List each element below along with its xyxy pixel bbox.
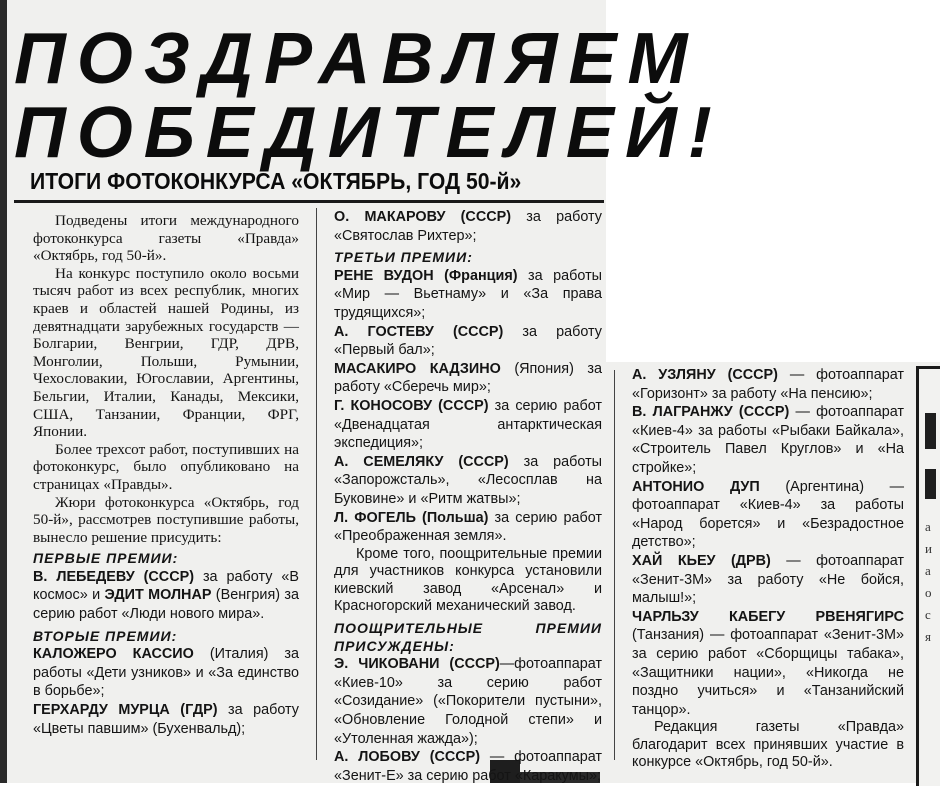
award-text: (Италия) за работы «Дети узников» и «За единство в борьбе»; xyxy=(33,646,300,700)
award-entry xyxy=(334,748,602,785)
winner-name: Г. КОНОСОВУ (СССР) xyxy=(334,397,489,414)
award-entry xyxy=(334,397,602,453)
award-entry xyxy=(334,360,602,397)
winner-name: А. ЛОБОВУ (СССР) xyxy=(334,749,481,766)
winner-name: А. УЗЛЯНУ (СССР) xyxy=(632,367,778,383)
award-text: — фотоаппарат «Зенит-Е» за серию работ «Каракумы»; xyxy=(334,749,602,784)
subheadline: ИТОГИ ФОТОКОНКУРСА «ОКТЯБРЬ, ГОД 50-й» xyxy=(30,168,522,194)
award-entry xyxy=(33,701,299,738)
article-column-1 xyxy=(33,212,299,738)
section-heading: ПООЩРИТЕЛЬНЫЕ ПРЕМИИ ПРИСУЖДЕНЫ: xyxy=(334,620,602,654)
section-heading: ПЕРВЫЕ ПРЕМИИ: xyxy=(33,550,179,567)
fragment-letter: о xyxy=(925,585,932,600)
closing-note: Редакция газеты «Правда» благодарит всех принявших участие в конкурсе «Октябрь, год 50-й». xyxy=(632,719,904,771)
winner-name: Л. ФОГЕЛЬ (Польша) xyxy=(334,509,489,526)
column-divider xyxy=(614,370,615,760)
award-entry xyxy=(33,568,299,624)
fragment-letter: с xyxy=(925,607,931,622)
paragraph: Более трехсот работ, поступивших на фотоконкурс, было опубликовано на страницах «Правды». xyxy=(33,440,299,493)
paragraph: На конкурс поступило около восьми тысяч работ из всех республик, многих краев и областей нашей Родины, из девятнадцати зарубежных государств — Болгарии, Венгрии, ГДР, ДРВ, Монголии, Польши, Румынии, Чехословакии, Югославии, Аргентины, Бельгии, Италии, Канады, Мексики, США, Танзании, Франции, ФРГ, Японии. xyxy=(33,264,299,441)
award-text: за работы «Запорожсталь», «Лесосплав на Буковине» и «Ритм жатвы»; xyxy=(334,453,603,507)
section-heading: ВТОРЫЕ ПРЕМИИ: xyxy=(33,627,178,644)
award-entry xyxy=(334,267,602,323)
headline-line-1: ПОЗДРАВЛЯЕМ xyxy=(14,19,699,99)
award-entry xyxy=(632,608,904,720)
winner-name: В. ЛЕБЕДЕВУ (СССР) xyxy=(33,568,194,585)
award-text: за работу «Святослав Рихтер»; xyxy=(334,209,602,244)
award-entry xyxy=(632,478,904,552)
winner-name: А. ГОСТЕВУ (СССР) xyxy=(334,323,504,340)
winner-name: В. ЛАГРАНЖУ (СССР) xyxy=(632,404,790,421)
section-heading: ТРЕТЬИ ПРЕМИИ: xyxy=(334,249,473,266)
article-column-3 xyxy=(632,366,904,772)
winner-name: АНТОНИО ДУП xyxy=(632,478,760,495)
fragment-letter: а xyxy=(925,519,931,534)
award-text: за работы «Мир — Вьетнаму» и «За права трудящихся»; xyxy=(334,267,602,321)
fragment-letter: я xyxy=(925,629,931,644)
scan-edge xyxy=(0,0,7,783)
fragment-letter: и xyxy=(925,541,932,556)
award-text: — фотоаппарат «Зенит-3М» за работу «Не бойся, малыш!»; xyxy=(632,552,904,607)
award-text: за работу «В космос» и xyxy=(33,568,299,604)
winner-name: ЭДИТ МОЛНАР xyxy=(104,587,212,604)
winner-name: О. МАКАРОВУ (СССР) xyxy=(334,209,512,225)
winner-name: ГЕРХАРДУ МУРЦА (ГДР) xyxy=(33,702,218,719)
award-entry xyxy=(632,552,904,608)
divider xyxy=(14,200,604,203)
paragraph: Жюри фотоконкурса «Октябрь, год 50-й», рассмотрев поступившие работы, вынесло решение присудить: xyxy=(33,493,299,546)
award-text: — фотоаппарат «Горизонт» за работу «На пенсию»; xyxy=(632,367,904,402)
award-text: (Аргентина) — фотоаппарат «Киев-4» за работы «Народ борется» и «Безрадостное детство»; xyxy=(632,478,904,551)
winner-name: КАЛОЖЕРО КАССИО xyxy=(33,646,194,663)
winner-name: МАСАКИРО КАДЗИНО xyxy=(334,360,501,377)
winner-name: ЧАРЛЬЗУ КАБЕГУ РВЕНЯГИРС xyxy=(632,608,904,625)
adjacent-article-fragment xyxy=(916,366,940,786)
award-entry xyxy=(334,208,602,245)
award-text: за серию работ «Преображенная земля». xyxy=(334,509,602,545)
award-entry xyxy=(632,403,904,477)
award-text: (Танзания) — фотоаппарат «Зенит-3М» за серию работ «Сборщицы табака», «Защитники нации», «Никогда не поздно учиться» и «Танзанийский танцор». xyxy=(632,627,904,718)
headline xyxy=(14,19,723,173)
award-entry xyxy=(334,509,602,546)
award-text: за серию работ «Двенадцатая антарктическая экспедиция»; xyxy=(334,397,602,452)
award-entry xyxy=(334,453,602,509)
winner-name: ХАЙ КЬЕУ (ДРВ) xyxy=(632,552,771,569)
headline-line-2: ПОБЕДИТЕЛЕЙ! xyxy=(14,93,723,173)
winner-name: РЕНЕ ВУДОН (Франция) xyxy=(334,267,518,284)
award-text: за работу «Цветы павшим» (Бухенвальд); xyxy=(33,702,299,737)
article-column-2 xyxy=(334,208,602,785)
award-text: —фотоаппарат «Киев-10» за серию работ «Созидание» («Покорители пустыни», «Обновление Голодной степи» и «Утоленная жажда»); xyxy=(334,656,602,747)
fragment-bar xyxy=(925,469,936,499)
paragraph: Кроме того, поощрительные премии для участников конкурса установили киевский завод «Арсенал» и Красногорский механический завод. xyxy=(334,545,602,615)
award-entry xyxy=(632,366,904,403)
award-text: (Япония) за работу «Сберечь мир»; xyxy=(334,360,602,396)
award-entry xyxy=(334,655,602,748)
winner-name: А. СЕМЕЛЯКУ (СССР) xyxy=(334,453,509,470)
paragraph: Подведены итоги международного фотоконкурса газеты «Правда» «Октябрь, год 50-й». xyxy=(33,212,299,265)
award-text: — фотоаппарат «Киев-4» за работы «Рыбаки Байкала», «Строитель Павел Круглов» и «На стройке»; xyxy=(632,404,904,476)
winner-name: Э. ЧИКОВАНИ (СССР) xyxy=(334,656,500,673)
award-entry xyxy=(334,323,602,360)
award-entry xyxy=(33,645,299,701)
fragment-bar xyxy=(925,413,936,449)
fragment-letter: а xyxy=(925,563,931,578)
award-text: за работу «Первый бал»; xyxy=(334,323,602,359)
award-text: (Венгрия) за серию работ «Люди нового мира». xyxy=(33,587,299,623)
column-divider xyxy=(316,208,317,760)
